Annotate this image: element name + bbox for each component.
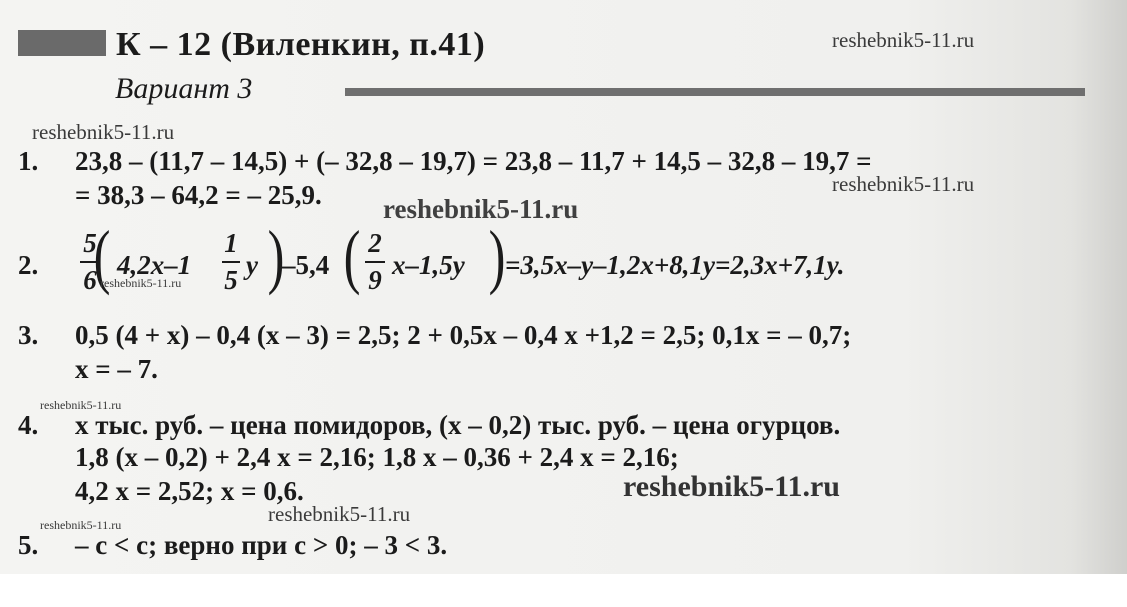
problem-4-line-2: 1,8 (x – 0,2) + 2,4 x = 2,16; 1,8 x – 0,36 + 2,4 x = 2,16;: [75, 442, 679, 472]
fraction-numerator: 1: [224, 228, 238, 258]
fraction-denominator: 9: [368, 265, 382, 295]
problem-2-inner-1: 4,2x–1: [117, 250, 192, 280]
page-title: К – 12 (Виленкин, п.41): [116, 26, 486, 63]
header-decoration-bar: [18, 30, 106, 56]
watermark-p5-small: reshebnik5-11.ru: [40, 518, 122, 532]
problem-1-line-1: 23,8 – (11,7 – 14,5) + (– 32,8 – 19,7) = 23,8 – 11,7 + 14,5 – 32,8 – 19,7 =: [75, 146, 872, 176]
watermark-p4-small: reshebnik5-11.ru: [40, 398, 122, 412]
watermark-top-right: reshebnik5-11.ru: [832, 28, 975, 52]
fraction-2-9: [365, 228, 385, 296]
problem-2-inner-2: x–1,5y: [392, 250, 465, 280]
problem-5-line-1: – c < c; верно при c > 0; – 3 < 3.: [75, 530, 448, 560]
problem-1-number: 1.: [18, 146, 39, 176]
watermark-p2-small: reshebnik5-11.ru: [100, 276, 182, 290]
problem-1-line-2: = 38,3 – 64,2 = – 25,9.: [75, 180, 322, 210]
fraction-bar: [222, 261, 240, 263]
variant-title: Вариант 3: [115, 72, 253, 105]
right-paren-2: ): [488, 216, 506, 296]
problem-2-inner-1-end: y: [246, 250, 258, 280]
watermark-p1: reshebnik5-11.ru: [32, 120, 175, 144]
left-paren-1: (: [93, 216, 111, 296]
fraction-denominator: 6: [83, 265, 97, 295]
problem-4-line-3: 4,2 x = 2,52; x = 0,6.: [75, 476, 304, 506]
problem-3-number: 3.: [18, 320, 39, 350]
problem-4-line-1: x тыс. руб. – цена помидоров, (x – 0,2) тыс. руб. – цена огурцов.: [75, 410, 841, 440]
problem-2-mid: –5,4: [282, 250, 330, 280]
watermark-p4-bottom: reshebnik5-11.ru: [268, 502, 411, 526]
fraction-numerator: 5: [83, 228, 97, 258]
fraction-1-5: [222, 228, 240, 296]
problem-5-number: 5.: [18, 530, 39, 560]
watermark-p1-right: reshebnik5-11.ru: [832, 172, 975, 196]
fraction-denominator: 5: [224, 265, 238, 295]
problem-4-number: 4.: [18, 410, 39, 440]
fraction-numerator: 2: [368, 228, 382, 258]
problem-3-line-1: 0,5 (4 + x) – 0,4 (x – 3) = 2,5; 2 + 0,5x – 0,4 x +1,2 = 2,5; 0,1x = – 0,7;: [75, 320, 852, 350]
watermark-p4-large: reshebnik5-11.ru: [623, 470, 840, 503]
variant-rule: [345, 88, 1085, 96]
left-paren-2: (: [343, 216, 361, 296]
problem-2-number: 2.: [18, 250, 39, 280]
problem-2-result: =3,5x–y–1,2x+8,1y=2,3x+7,1y.: [505, 250, 845, 280]
watermark-center: reshebnik5-11.ru: [383, 194, 579, 224]
fraction-bar: [365, 261, 385, 263]
right-paren-1: ): [267, 216, 285, 296]
problem-3-line-2: x = – 7.: [75, 354, 158, 384]
